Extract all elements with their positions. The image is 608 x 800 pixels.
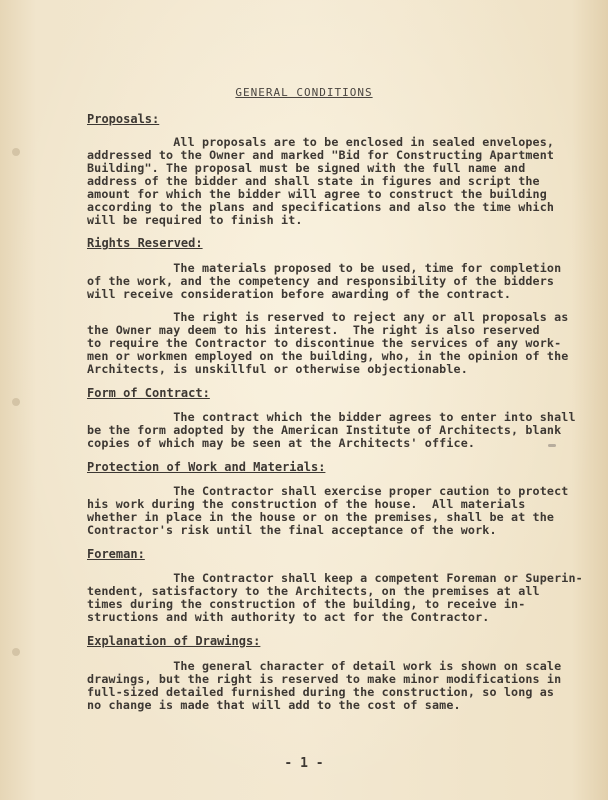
page-title: GENERAL CONDITIONS	[235, 86, 373, 99]
text-line: will receive consideration before awarding of the contract.	[87, 287, 512, 301]
text-line: be the form adopted by the American Institute of Architects, blank	[87, 423, 562, 437]
text-line: full-sized detailed furnished during the construction, so long as	[87, 685, 555, 699]
text-line: Contractor's risk until the final acceptance of the work.	[87, 523, 497, 537]
text-line: addressed to the Owner and marked "Bid for Constructing Apartment	[87, 148, 555, 162]
text-line: tendent, satisfactory to the Architects, on the premises at all	[87, 584, 540, 598]
text-line: whether in place in the house or on the premises, shall be at the	[87, 510, 555, 524]
text-line: no change is made that will add to the cost of same.	[87, 698, 461, 712]
text-line: The materials proposed to be used, time for completion	[87, 261, 562, 275]
text-line: The Contractor shall keep a competent Foreman or Superin-	[87, 571, 583, 585]
margin-mark	[548, 444, 556, 447]
text-line: according to the plans and specifications and also the time which	[87, 200, 555, 214]
text-line: Building". The proposal must be signed with the full name and	[87, 161, 526, 175]
text-line: address of the bidder and shall state in figures and script the	[87, 174, 540, 188]
section-heading-explanation-of-drawings: Explanation of Drawings:	[87, 634, 261, 648]
text-line: drawings, but the right is reserved to make minor modifications in	[87, 672, 562, 686]
section-heading-foreman: Foreman:	[87, 547, 145, 561]
punch-hole-mark	[12, 648, 20, 656]
text-line: the Owner may deem to his interest. The right is also reserved	[87, 323, 540, 337]
punch-hole-mark	[12, 398, 20, 406]
text-line: The right is reserved to reject any or all proposals as	[87, 310, 569, 324]
text-line: copies of which may be seen at the Architects' office.	[87, 436, 476, 450]
section-heading-form-of-contract: Form of Contract:	[87, 386, 210, 400]
text-line: to require the Contractor to discontinue the services of any work-	[87, 336, 562, 350]
section-heading-rights-reserved: Rights Reserved:	[87, 236, 203, 250]
page-number: - 1 -	[284, 756, 324, 771]
text-line: of the work, and the competency and responsibility of the bidders	[87, 274, 555, 288]
text-line: The general character of detail work is shown on scale	[87, 659, 562, 673]
text-line: men or workmen employed on the building, who, in the opinion of the	[87, 349, 569, 363]
section-heading-proposals: Proposals:	[87, 112, 160, 126]
text-line: his work during the construction of the house. All materials	[87, 497, 526, 511]
section-heading-protection-of-work: Protection of Work and Materials:	[87, 460, 326, 474]
text-line: will be required to finish it.	[87, 213, 303, 227]
text-line: structions and with authority to act for the Contractor.	[87, 610, 490, 624]
punch-hole-mark	[12, 148, 20, 156]
text-line: amount for which the bidder will agree to construct the building	[87, 187, 547, 201]
text-line: The Contractor shall exercise proper caution to protect	[87, 484, 569, 498]
text-line: The contract which the bidder agrees to enter into shall	[87, 410, 576, 424]
text-line: times during the construction of the building, to receive in-	[87, 597, 526, 611]
text-line: Architects, is unskillful or otherwise objectionable.	[87, 362, 468, 376]
text-line: All proposals are to be enclosed in sealed envelopes,	[87, 135, 555, 149]
